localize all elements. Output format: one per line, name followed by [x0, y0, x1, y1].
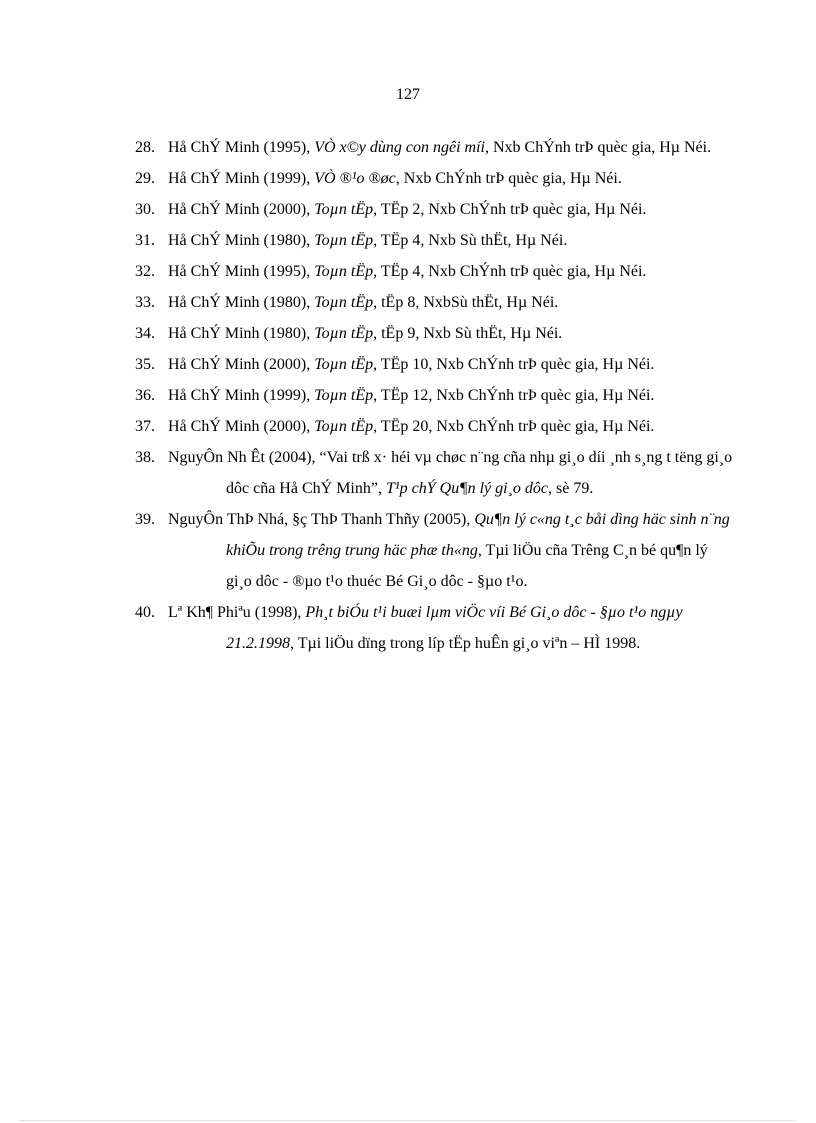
reference-authors: Lª Kh¶ Phiªu (1998),: [168, 604, 306, 621]
reference-title: Qu¶n lý c«ng t¸c båi dìng häc sinh n¨ng khiÕu trong trêng trung häc phæ th«ng: [226, 511, 730, 559]
reference-number: 32.: [135, 263, 155, 280]
reference-title: VÒ x©y dùng con ngêi míi: [314, 139, 485, 156]
reference-item: [135, 504, 737, 597]
reference-item: [135, 194, 737, 225]
reference-authors: Hå ChÝ Minh (2000),: [168, 201, 315, 218]
reference-title: Toµn tËp: [314, 356, 374, 373]
reference-item: [135, 163, 737, 194]
page-bottom-divider: [20, 1120, 796, 1121]
reference-number: 28.: [135, 139, 155, 156]
reference-number: 34.: [135, 325, 155, 342]
reference-number: 40.: [135, 604, 155, 621]
reference-number: 38.: [135, 449, 155, 466]
reference-title: Toµn tËp: [314, 232, 374, 249]
reference-title: Toµn tËp: [314, 387, 374, 404]
page-number: 127: [396, 86, 420, 103]
reference-item: [135, 225, 737, 256]
reference-title: Toµn tËp: [314, 294, 374, 311]
reference-authors: Hå ChÝ Minh (2000),: [168, 356, 315, 373]
reference-publisher: , Tµi liÖu dïng trong líp tËp huÊn gi¸o viªn – HÌ 1998.: [290, 635, 641, 652]
reference-publisher: , TËp 4, Nxb Sù thËt, Hµ Néi.: [373, 232, 568, 249]
reference-publisher: , Nxb ChÝnh trÞ quèc gia, Hµ Néi.: [485, 139, 712, 156]
reference-authors: Hå ChÝ Minh (2000),: [168, 418, 315, 435]
reference-item: [135, 442, 737, 504]
reference-title: Toµn tËp: [314, 263, 374, 280]
reference-authors: Hå ChÝ Minh (1999),: [168, 170, 315, 187]
reference-title: Ph¸t biÓu t¹i buæi lµm viÖc víi Bé Gi¸o dôc - §µo t¹o ngµy 21.2.1998: [226, 604, 683, 652]
reference-item: [135, 256, 737, 287]
reference-title: Toµn tËp: [314, 201, 374, 218]
reference-publisher: , TËp 20, Nxb ChÝnh trÞ quèc gia, Hµ Néi.: [373, 418, 655, 435]
reference-item: [135, 349, 737, 380]
reference-title: Toµn tËp: [314, 325, 374, 342]
reference-publisher: , TËp 2, Nxb ChÝnh trÞ quèc gia, Hµ Néi.: [373, 201, 647, 218]
reference-authors: NguyÔn ThÞ Nhá, §ç ThÞ Thanh Thñy (2005),: [168, 511, 475, 528]
reference-number: 35.: [135, 356, 155, 373]
reference-publisher: , sè 79.: [548, 480, 594, 497]
reference-authors: Hå ChÝ Minh (1980),: [168, 325, 315, 342]
reference-title: VÒ ®¹o ®øc: [314, 170, 396, 187]
reference-authors: Hå ChÝ Minh (1980),: [168, 294, 315, 311]
reference-item: [135, 318, 737, 349]
reference-item: [135, 597, 737, 659]
reference-number: 30.: [135, 201, 155, 218]
reference-publisher: , Tµi liÖu cña Trêng C¸n bé qu¶n lý gi¸o dôc - ®µo t¹o thuéc Bé Gi¸o dôc - §µo t¹o.: [226, 542, 708, 590]
reference-title: T¹p chÝ Qu¶n lý gi¸o dôc: [385, 480, 549, 497]
reference-number: 36.: [135, 387, 155, 404]
reference-list: [135, 132, 737, 659]
reference-authors: Hå ChÝ Minh (1999),: [168, 387, 315, 404]
reference-authors: Hå ChÝ Minh (1980),: [168, 232, 315, 249]
reference-number: 33.: [135, 294, 155, 311]
reference-number: 37.: [135, 418, 155, 435]
reference-title: Toµn tËp: [314, 418, 374, 435]
reference-publisher: , tËp 9, Nxb Sù thËt, Hµ Néi.: [373, 325, 563, 342]
reference-item: [135, 287, 737, 318]
reference-publisher: , TËp 12, Nxb ChÝnh trÞ quèc gia, Hµ Néi.: [373, 387, 655, 404]
reference-authors: NguyÔn Nh Êt (2004), “Vai trß x· héi vµ chøc n¨ng cña nhµ gi¸o díi ¸nh s¸ng t tëng gi¸o dôc cña Hå ChÝ Minh”,: [168, 449, 733, 497]
reference-number: 29.: [135, 170, 155, 187]
reference-publisher: , Nxb ChÝnh trÞ quèc gia, Hµ Néi.: [395, 170, 622, 187]
reference-publisher: , TËp 10, Nxb ChÝnh trÞ quèc gia, Hµ Néi.: [373, 356, 655, 373]
reference-publisher: , tËp 8, NxbSù thËt, Hµ Néi.: [373, 294, 559, 311]
reference-item: [135, 380, 737, 411]
reference-publisher: , TËp 4, Nxb ChÝnh trÞ quèc gia, Hµ Néi.: [373, 263, 647, 280]
reference-authors: Hå ChÝ Minh (1995),: [168, 139, 315, 156]
reference-authors: Hå ChÝ Minh (1995),: [168, 263, 315, 280]
reference-item: [135, 411, 737, 442]
reference-number: 39.: [135, 511, 155, 528]
reference-number: 31.: [135, 232, 155, 249]
reference-item: [135, 132, 737, 163]
